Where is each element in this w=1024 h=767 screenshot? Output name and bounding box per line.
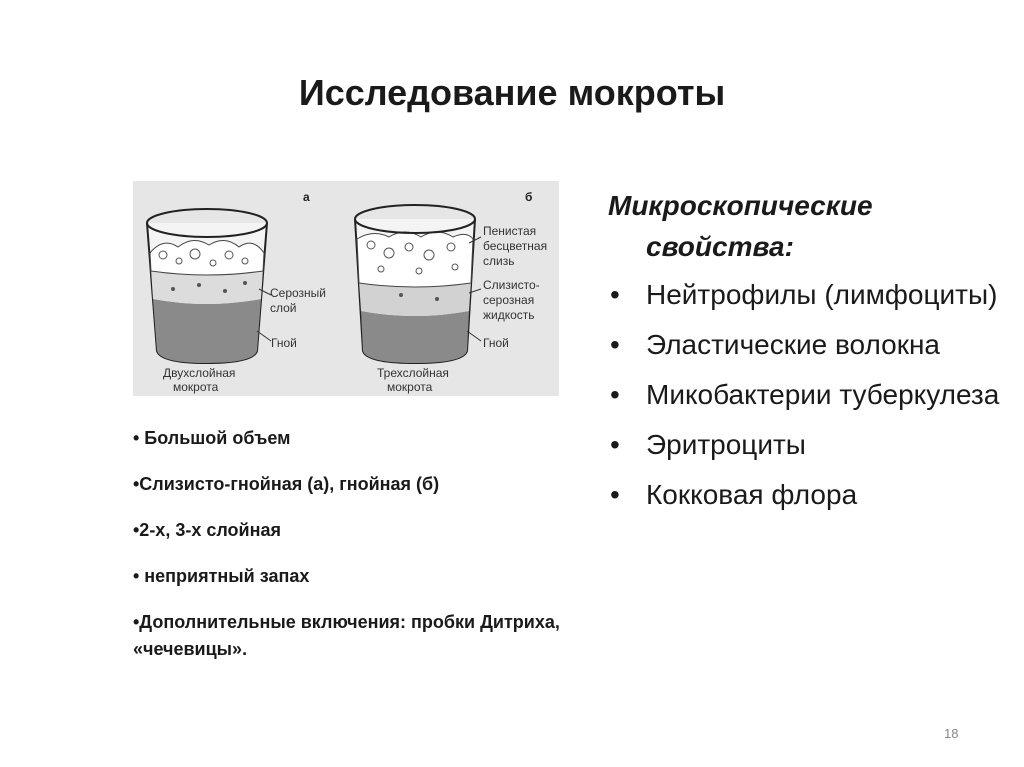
glass-b-pus-label: Гной <box>483 336 509 350</box>
glasses-illustration <box>133 181 559 396</box>
glass-a-caption-1: Двухслойная <box>163 366 236 380</box>
glass-a-letter: а <box>303 190 310 204</box>
glass-b-fluid-label-3: жидкость <box>483 308 535 322</box>
macroscopic-properties-list <box>133 425 593 682</box>
microscopic-heading <box>608 185 1008 267</box>
list-item: • Микобактерии туберкулеза <box>608 375 1008 415</box>
glass-b-foam-label-1: Пенистая <box>483 224 537 238</box>
pus-layer-b <box>361 311 469 363</box>
list-item: • неприятный запах <box>133 566 310 586</box>
microscopic-list <box>608 275 1008 515</box>
pus-layer-a <box>153 299 261 363</box>
list-item: • Кокковая флора <box>608 475 1008 515</box>
bullet-icon: • <box>610 379 620 410</box>
glass-b-fluid-label-2: серозная <box>483 293 535 307</box>
list-item: • Большой объем <box>133 428 291 448</box>
heading-line-1: Микроскопические <box>608 190 873 221</box>
glass-b-foam-label-3: слизь <box>483 254 515 268</box>
glass-b-letter: б <box>525 190 533 204</box>
glass-a-serous-label-2: слой <box>270 301 297 315</box>
list-item: • Нейтрофилы (лимфоциты) <box>608 275 1008 315</box>
bullet-icon: • <box>610 429 620 460</box>
bullet-icon: • <box>610 279 620 310</box>
glass-a-serous-label-1: Серозный <box>270 286 327 300</box>
glass-a <box>147 209 271 363</box>
list-item: • Эритроциты <box>608 425 1008 465</box>
bullet-icon: • <box>610 329 620 360</box>
sputum-glasses-figure <box>133 181 559 396</box>
glass-b-caption-1: Трехслойная <box>377 366 449 380</box>
glass-b-fluid-label-1: Слизисто- <box>483 278 540 292</box>
microscopic-properties <box>608 185 1008 525</box>
bullet-icon: • <box>610 479 620 510</box>
list-item: • Эластические волокна <box>608 325 1008 365</box>
heading-line-2: свойства: <box>646 231 794 262</box>
glass-b-foam-label-2: бесцветная <box>483 239 548 253</box>
list-item: •2-х, 3-х слойная <box>133 520 281 540</box>
page-number: 18 <box>944 726 959 741</box>
glass-b <box>355 205 481 363</box>
glass-a-caption-2: мокрота <box>173 380 219 394</box>
glass-a-pus-label: Гной <box>271 336 297 350</box>
list-item: •Дополнительные включения: пробки Дитриха, «чечевицы». <box>133 612 560 659</box>
list-item: •Слизисто-гнойная (а), гнойная (б) <box>133 474 440 494</box>
slide-title: Исследование мокроты <box>298 72 726 113</box>
glass-b-caption-2: мокрота <box>387 380 433 394</box>
